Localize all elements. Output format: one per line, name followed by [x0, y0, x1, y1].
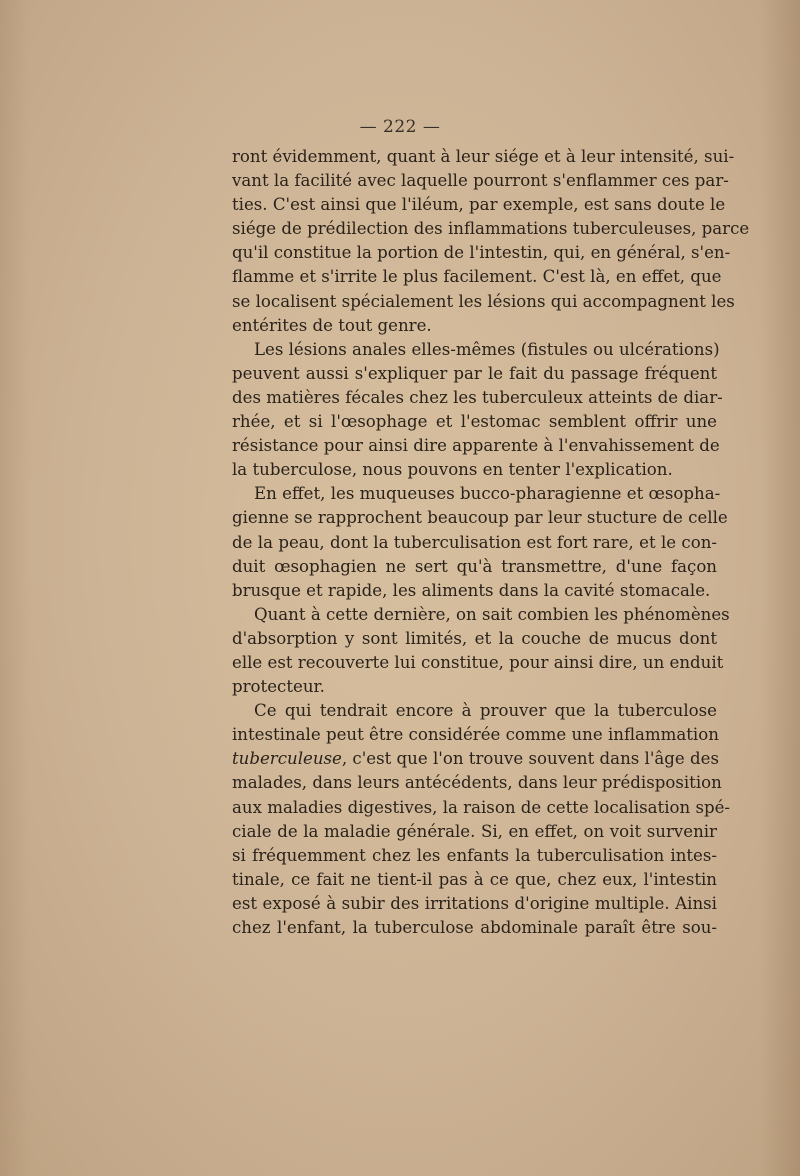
text-line: se localisent spécialement les lésions qui accompagnent les	[232, 291, 735, 311]
text-line: siége de prédilection des inflammations tuberculeuses, parce	[232, 219, 750, 239]
text-line: la tuberculose, nous pouvons en tenter l'explication.	[232, 460, 673, 480]
text-line: ciale de la maladie générale. Si, en effet, on voit survenir	[232, 821, 717, 841]
text-line: est exposé à subir des irritations d'origine multiple. Ainsi	[232, 893, 717, 913]
text-line: tuberculeuse, c'est que l'on trouve souvent dans l'âge des	[232, 749, 719, 769]
text-line: rhée, et si l'œsophage et l'estomac semblent offrir une	[232, 412, 717, 432]
text-line: peuvent aussi s'expliquer par le fait du passage fréquent	[232, 363, 717, 383]
text-line: de la peau, dont la tuberculisation est fort rare, et le con-	[232, 532, 717, 552]
text-line: flamme et s'irrite le plus facilement. C'est là, en effet, que	[232, 267, 722, 287]
text-line: ront évidemment, quant à leur siége et à leur intensité, sui-	[232, 147, 735, 166]
page-shadow-right	[760, 0, 800, 1176]
text-line: Ce qui tendrait encore à prouver que la tuberculose	[254, 701, 717, 721]
text-line: aux maladies digestives, la raison de cette localisation spé-	[232, 797, 731, 817]
page-shadow-left	[0, 0, 30, 1176]
text-line: d'absorption y sont limités, et la couche de mucus dont	[232, 628, 717, 648]
text-line: malades, dans leurs antécédents, dans leur prédisposition	[232, 773, 722, 793]
text-line: brusque et rapide, les aliments dans la cavité stomacale.	[232, 580, 711, 600]
text-line: gienne se rapprochent beaucoup par leur stucture de celle	[232, 508, 728, 528]
text-line: En effet, les muqueuses bucco-pharagienne et œsopha-	[254, 484, 721, 504]
text-line: ties. C'est ainsi que l'iléum, par exemple, est sans doute le	[232, 195, 726, 215]
text-line: si fréquemment chez les enfants la tuberculisation intes-	[232, 845, 717, 865]
italic-term: tuberculeuse	[232, 749, 342, 769]
text-line: des matières fécales chez les tuberculeux atteints de diar-	[232, 387, 723, 407]
text-line: Quant à cette dernière, on sait combien les phénomènes	[254, 604, 730, 624]
text-line: tinale, ce fait ne tient-il pas à ce que, chez eux, l'intestin	[232, 869, 717, 889]
text-line: qu'il constitue la portion de l'intestin, qui, en général, s'en-	[232, 243, 731, 263]
text-line: résistance pour ainsi dire apparente à l'envahissement de	[232, 436, 720, 456]
text-line: Les lésions anales elles-mêmes (fistules ou ulcérations)	[254, 339, 720, 359]
text-line: chez l'enfant, la tuberculose abdominale paraît être sou-	[232, 918, 717, 937]
text-line: intestinale peut être considérée comme une inflammation	[232, 725, 719, 745]
text-line: vant la facilité avec laquelle pourront s'enflammer ces par-	[232, 171, 729, 191]
text-line: entérites de tout genre.	[232, 315, 432, 335]
page-number: — 222 —	[359, 117, 441, 137]
body-text	[232, 145, 750, 940]
text-line: elle est recouverte lui constitue, pour ainsi dire, un enduit	[232, 652, 724, 672]
text-line: protecteur.	[232, 677, 325, 697]
text-line: duit œsophagien ne sert qu'à transmettre, d'une façon	[232, 556, 717, 576]
